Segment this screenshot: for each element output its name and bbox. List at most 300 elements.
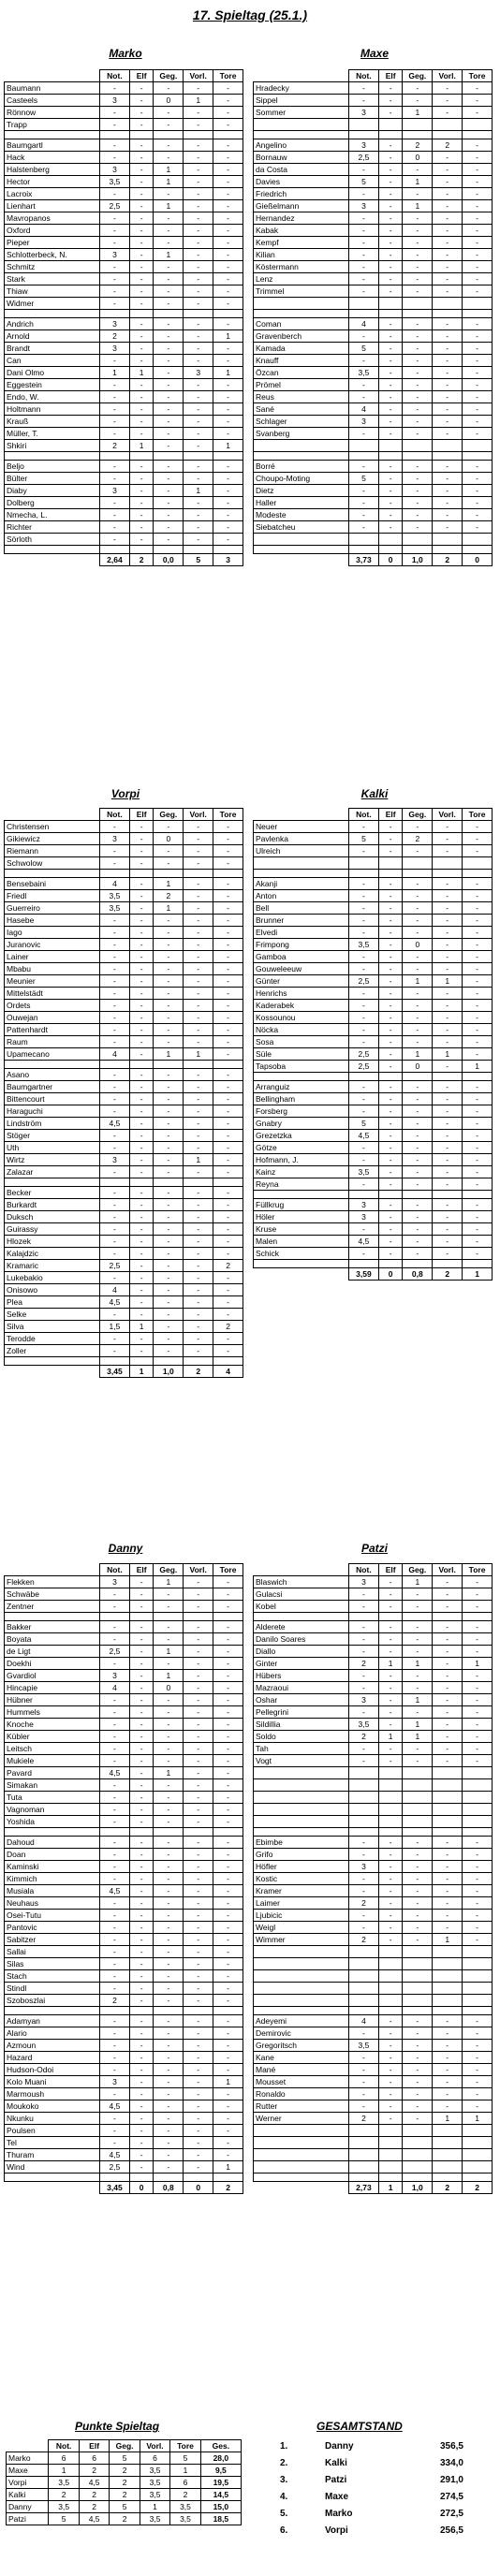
stat-cell: - <box>184 1633 213 1646</box>
player-name: Stark <box>5 273 100 285</box>
stat-cell <box>403 1946 433 1958</box>
punkte-cell: 2 <box>110 2489 140 2501</box>
spacer-cell <box>403 1828 433 1837</box>
stat-cell: - <box>184 2149 213 2161</box>
player-name: Forsberg <box>254 1105 349 1118</box>
stat-cell: - <box>378 1223 403 1236</box>
stat-cell: - <box>154 2125 184 2137</box>
stat-cell: - <box>213 2100 243 2113</box>
player-name: Gvardiol <box>5 1670 100 1682</box>
stat-cell: - <box>129 1910 154 1922</box>
stat-cell: - <box>129 1024 154 1036</box>
stat-cell: - <box>213 428 243 440</box>
player-name: Götze <box>254 1142 349 1154</box>
stat-cell <box>403 1983 433 1995</box>
stat-cell: - <box>100 1621 130 1633</box>
gesamt-points: 291,0 <box>439 2474 463 2485</box>
stat-cell <box>433 1946 463 1958</box>
player-name: Siebatcheu <box>254 521 349 534</box>
player-name <box>254 1804 349 1816</box>
stat-cell: - <box>100 821 130 833</box>
player-name: Ljubicic <box>254 1910 349 1922</box>
stat-cell: - <box>213 273 243 285</box>
player-name: Rutter <box>254 2100 349 2113</box>
stat-cell: - <box>403 2052 433 2064</box>
stat-cell: - <box>129 139 154 152</box>
player-name <box>254 2125 349 2137</box>
stat-cell: - <box>213 534 243 546</box>
player-row <box>5 1934 243 1946</box>
stat-cell <box>403 2161 433 2174</box>
stat-cell: - <box>154 1621 184 1633</box>
stat-cell: - <box>184 119 213 131</box>
stat-cell <box>378 1995 403 2007</box>
stat-cell: - <box>154 1081 184 1093</box>
stat-cell: - <box>403 1118 433 1130</box>
stat-cell: - <box>378 1646 403 1658</box>
player-row <box>5 119 243 131</box>
player-name: Tapsoba <box>254 1061 349 1073</box>
player-row <box>5 1069 243 1081</box>
stat-cell <box>349 1792 379 1804</box>
player-row <box>5 225 243 237</box>
stat-cell <box>433 1983 463 1995</box>
stat-cell: - <box>433 95 463 107</box>
player-name: Ouwejan <box>5 1012 100 1024</box>
stat-cell: - <box>433 1211 463 1223</box>
spacer-cell <box>403 1191 433 1199</box>
stat-cell: - <box>433 1588 463 1601</box>
stat-cell: - <box>100 1081 130 1093</box>
stat-cell: - <box>463 461 493 473</box>
player-name: Leitsch <box>5 1743 100 1755</box>
stat-cell: - <box>129 857 154 870</box>
stat-cell: - <box>184 833 213 845</box>
spacer-cell <box>349 452 379 461</box>
stat-cell: - <box>213 902 243 915</box>
stat-cell: - <box>378 1142 403 1154</box>
player-row <box>5 1897 243 1910</box>
stat-cell: - <box>213 261 243 273</box>
player-row <box>254 200 493 212</box>
stat-cell: - <box>463 403 493 416</box>
punkte-cell: 19,5 <box>200 2477 241 2489</box>
stat-cell: - <box>433 1861 463 1873</box>
stat-cell: - <box>213 1706 243 1719</box>
stat-cell: - <box>213 318 243 330</box>
player-row <box>254 1024 493 1036</box>
stat-cell: - <box>433 1621 463 1633</box>
player-name: Pieper <box>5 237 100 249</box>
total-blank <box>5 554 100 566</box>
stat-cell: - <box>433 1743 463 1755</box>
stat-cell: - <box>154 821 184 833</box>
player-name: Gießelmann <box>254 200 349 212</box>
player-name: Hazard <box>5 2052 100 2064</box>
stat-cell: - <box>213 1048 243 1061</box>
stat-cell: - <box>213 1861 243 1873</box>
stat-cell: - <box>213 1309 243 1321</box>
stat-cell: - <box>378 1633 403 1646</box>
punkte-row <box>7 2513 242 2525</box>
stat-cell: - <box>433 2052 463 2064</box>
stat-cell: - <box>463 152 493 164</box>
player-name: Uth <box>5 1142 100 1154</box>
stat-cell <box>403 857 433 870</box>
team-table <box>4 69 243 566</box>
player-name: Mazraoui <box>254 1682 349 1694</box>
player-row <box>5 1970 243 1983</box>
gesamt-row <box>276 2437 467 2454</box>
stat-cell <box>403 119 433 131</box>
stat-cell: - <box>184 107 213 119</box>
stat-cell: - <box>129 1719 154 1731</box>
stat-cell: - <box>184 1682 213 1694</box>
stat-cell: - <box>403 1837 433 1849</box>
player-name: Dietz <box>254 485 349 497</box>
player-name: Stöger <box>5 1130 100 1142</box>
player-row <box>5 1767 243 1779</box>
player-row <box>254 2052 493 2064</box>
stat-cell: - <box>100 2027 130 2040</box>
stat-cell: - <box>129 1755 154 1767</box>
player-row <box>254 139 493 152</box>
player-row <box>254 1885 493 1897</box>
player-name: Davies <box>254 176 349 188</box>
player-name: Mukiele <box>5 1755 100 1767</box>
player-name: Rönnow <box>5 107 100 119</box>
stat-cell: - <box>213 1154 243 1166</box>
stat-cell: - <box>154 1284 184 1296</box>
player-row <box>5 890 243 902</box>
stat-cell: - <box>349 2076 379 2088</box>
stat-cell: - <box>154 1694 184 1706</box>
stat-cell: - <box>129 82 154 95</box>
stat-cell: - <box>100 1633 130 1646</box>
stat-cell <box>378 440 403 452</box>
stat-cell: - <box>463 176 493 188</box>
stat-cell: - <box>378 1910 403 1922</box>
player-name: Beljo <box>5 461 100 473</box>
player-name: Nkunku <box>5 2113 100 2125</box>
stat-cell: - <box>378 1012 403 1024</box>
stat-cell: - <box>213 1995 243 2007</box>
stat-cell: 3 <box>100 1576 130 1588</box>
stat-cell: - <box>463 237 493 249</box>
player-row <box>5 2113 243 2125</box>
stat-cell: - <box>184 1187 213 1199</box>
stat-cell: 4,5 <box>100 2100 130 2113</box>
player-name: Azmoun <box>5 2040 100 2052</box>
player-name: Höler <box>254 1211 349 1223</box>
spacer-cell <box>5 2174 100 2182</box>
stat-cell: - <box>154 509 184 521</box>
stat-cell <box>463 1792 493 1804</box>
stat-cell: - <box>129 1272 154 1284</box>
stat-cell: 1 <box>100 367 130 379</box>
stat-cell: - <box>433 833 463 845</box>
stat-cell: - <box>100 1970 130 1983</box>
stat-cell <box>433 2137 463 2149</box>
stat-cell: - <box>129 1333 154 1345</box>
stat-cell: - <box>463 1024 493 1036</box>
stat-cell: - <box>433 330 463 343</box>
stat-cell: - <box>433 428 463 440</box>
stat-cell: 1 <box>154 1670 184 1682</box>
total-cell: 0 <box>129 2182 154 2194</box>
stat-cell: - <box>463 1873 493 1885</box>
stat-cell: - <box>463 249 493 261</box>
player-row <box>5 428 243 440</box>
stat-cell: - <box>184 2113 213 2125</box>
gesamt-rank: 1. <box>280 2440 288 2452</box>
stat-cell: - <box>213 1804 243 1816</box>
stat-cell: - <box>349 1670 379 1682</box>
stat-cell: - <box>463 367 493 379</box>
player-row <box>254 1178 493 1191</box>
stat-cell: - <box>378 461 403 473</box>
player-name: Borré <box>254 461 349 473</box>
stat-cell: - <box>378 485 403 497</box>
spacer-cell <box>213 1613 243 1621</box>
stat-cell <box>349 2149 379 2161</box>
spacer-cell <box>154 1828 184 1837</box>
stat-cell: - <box>349 1105 379 1118</box>
stat-cell <box>463 2161 493 2174</box>
stat-cell: - <box>129 2027 154 2040</box>
player-row <box>5 1946 243 1958</box>
player-row <box>5 1211 243 1223</box>
player-name: Hübers <box>254 1670 349 1682</box>
stat-cell: - <box>349 902 379 915</box>
player-name <box>254 2149 349 2161</box>
stat-cell: - <box>154 1105 184 1118</box>
stat-cell: 1 <box>154 164 184 176</box>
stat-cell: - <box>154 1873 184 1885</box>
spacer-cell <box>433 2007 463 2015</box>
stat-cell: - <box>433 318 463 330</box>
player-row <box>5 1922 243 1934</box>
player-row <box>254 1837 493 1849</box>
stat-cell: - <box>100 951 130 963</box>
stat-cell: - <box>378 249 403 261</box>
player-name: Friedl <box>5 890 100 902</box>
stat-cell: - <box>463 1646 493 1658</box>
stat-cell: - <box>129 298 154 310</box>
stat-cell: - <box>213 82 243 95</box>
stat-cell: - <box>433 82 463 95</box>
stat-cell: - <box>100 403 130 416</box>
stat-cell: - <box>184 890 213 902</box>
punkte-cell: 5 <box>49 2513 79 2525</box>
team-name: Kalki <box>360 787 389 800</box>
player-name: Nmecha, L. <box>5 509 100 521</box>
stat-cell: - <box>100 927 130 939</box>
stat-cell: - <box>349 2052 379 2064</box>
spacer-cell <box>463 2174 493 2182</box>
total-cell: 1 <box>463 1268 493 1281</box>
player-name: Raum <box>5 1036 100 1048</box>
stat-cell <box>349 1958 379 1970</box>
spacer-cell <box>154 131 184 139</box>
stat-cell: - <box>129 821 154 833</box>
stat-cell: - <box>184 473 213 485</box>
stat-cell: - <box>403 878 433 890</box>
stat-cell <box>349 1983 379 1995</box>
stat-cell: - <box>463 1755 493 1767</box>
stat-cell: - <box>129 2137 154 2149</box>
stat-cell: - <box>213 461 243 473</box>
player-row <box>5 2088 243 2100</box>
stat-cell: - <box>184 416 213 428</box>
stat-cell: - <box>378 2113 403 2125</box>
stat-cell: - <box>349 1024 379 1036</box>
player-row <box>254 1922 493 1934</box>
stat-cell: - <box>213 1248 243 1260</box>
stat-cell: - <box>154 2100 184 2113</box>
stat-cell: - <box>129 225 154 237</box>
spacer-cell <box>378 1828 403 1837</box>
stat-cell: - <box>403 95 433 107</box>
gesamt-rank: 4. <box>280 2491 288 2502</box>
stat-cell: - <box>100 298 130 310</box>
stat-cell: - <box>129 428 154 440</box>
stat-cell: - <box>184 1036 213 1048</box>
stat-cell: - <box>129 1130 154 1142</box>
player-row <box>5 1248 243 1260</box>
stat-cell: - <box>349 164 379 176</box>
stat-cell: - <box>403 1236 433 1248</box>
column-header: Elf <box>378 1564 403 1576</box>
stat-cell: 1 <box>129 1321 154 1333</box>
stat-cell: - <box>213 1885 243 1897</box>
spacer-cell <box>154 2174 184 2182</box>
player-name: Coman <box>254 318 349 330</box>
stat-cell: - <box>463 1922 493 1934</box>
stat-cell: - <box>184 249 213 261</box>
player-row <box>254 1588 493 1601</box>
stat-cell: - <box>154 2027 184 2040</box>
stat-cell: - <box>378 1897 403 1910</box>
player-name <box>254 1779 349 1792</box>
player-row <box>5 249 243 261</box>
player-name: Sippel <box>254 95 349 107</box>
stat-cell: 1 <box>378 1658 403 1670</box>
player-name: Zoller <box>5 1345 100 1357</box>
stat-cell: - <box>154 951 184 963</box>
stat-cell: - <box>403 2015 433 2027</box>
stat-cell <box>433 2161 463 2174</box>
stat-cell: - <box>184 1670 213 1682</box>
player-name: Arnold <box>5 330 100 343</box>
player-row <box>254 1601 493 1613</box>
stat-cell: - <box>349 82 379 95</box>
stat-cell: - <box>463 1670 493 1682</box>
player-row <box>254 355 493 367</box>
player-row <box>254 1118 493 1130</box>
stat-cell: - <box>433 355 463 367</box>
stat-cell: - <box>100 225 130 237</box>
stat-cell: - <box>403 1178 433 1191</box>
player-name: Kübler <box>5 1731 100 1743</box>
spacer-cell <box>5 131 100 139</box>
punkte-row <box>7 2465 242 2477</box>
player-row <box>254 1048 493 1061</box>
player-row <box>254 212 493 225</box>
player-name: Lindström <box>5 1118 100 1130</box>
stat-cell: - <box>129 1779 154 1792</box>
stat-cell: 1 <box>213 440 243 452</box>
stat-cell: - <box>154 1093 184 1105</box>
player-name: Schwäbe <box>5 1588 100 1601</box>
punkte-title: Punkte Spieltag <box>75 2420 160 2433</box>
stat-cell: - <box>378 1934 403 1946</box>
stat-cell: - <box>433 237 463 249</box>
stat-cell <box>403 1792 433 1804</box>
player-name: Blaswich <box>254 1576 349 1588</box>
stat-cell: - <box>154 2052 184 2064</box>
stat-cell: - <box>184 2076 213 2088</box>
player-name: Trimmel <box>254 285 349 298</box>
player-name: Lienhart <box>5 200 100 212</box>
player-row <box>5 298 243 310</box>
player-name: Reyna <box>254 1178 349 1191</box>
stat-cell: - <box>213 1223 243 1236</box>
stat-cell: - <box>378 1178 403 1191</box>
player-name: Mbabu <box>5 963 100 975</box>
stat-cell: - <box>129 1000 154 1012</box>
stat-cell: - <box>378 2088 403 2100</box>
stat-cell: 3,5 <box>349 2040 379 2052</box>
column-header: Elf <box>378 809 403 821</box>
team-name: Danny <box>108 1542 143 1555</box>
column-header: Elf <box>129 70 154 82</box>
spacer-cell <box>463 870 493 878</box>
stat-cell: 3 <box>349 139 379 152</box>
stat-cell: - <box>184 963 213 975</box>
stat-cell: - <box>154 1223 184 1236</box>
stat-cell: - <box>100 82 130 95</box>
stat-cell: 3,5 <box>349 1719 379 1731</box>
player-row <box>5 343 243 355</box>
stat-cell: - <box>213 2064 243 2076</box>
stat-cell: - <box>433 461 463 473</box>
stat-cell <box>433 857 463 870</box>
stat-cell: - <box>349 2064 379 2076</box>
stat-cell: - <box>349 1621 379 1633</box>
stat-cell <box>463 2137 493 2149</box>
stat-cell: - <box>349 1633 379 1646</box>
stat-cell: - <box>100 2040 130 2052</box>
spacer-cell <box>5 1357 100 1366</box>
stat-cell: - <box>100 1105 130 1118</box>
player-name: Hasebe <box>5 915 100 927</box>
stat-cell <box>433 1995 463 2007</box>
stat-cell: - <box>213 1837 243 1849</box>
player-row <box>5 261 243 273</box>
player-name: Akanji <box>254 878 349 890</box>
stat-cell: - <box>184 355 213 367</box>
player-row <box>5 1873 243 1885</box>
gesamt-rank: 5. <box>280 2508 288 2519</box>
player-row <box>5 939 243 951</box>
player-row <box>254 95 493 107</box>
punkte-cell: 1 <box>170 2465 200 2477</box>
player-row <box>5 367 243 379</box>
spacer-cell <box>403 1073 433 1081</box>
player-name: Süle <box>254 1048 349 1061</box>
stat-cell: - <box>129 343 154 355</box>
